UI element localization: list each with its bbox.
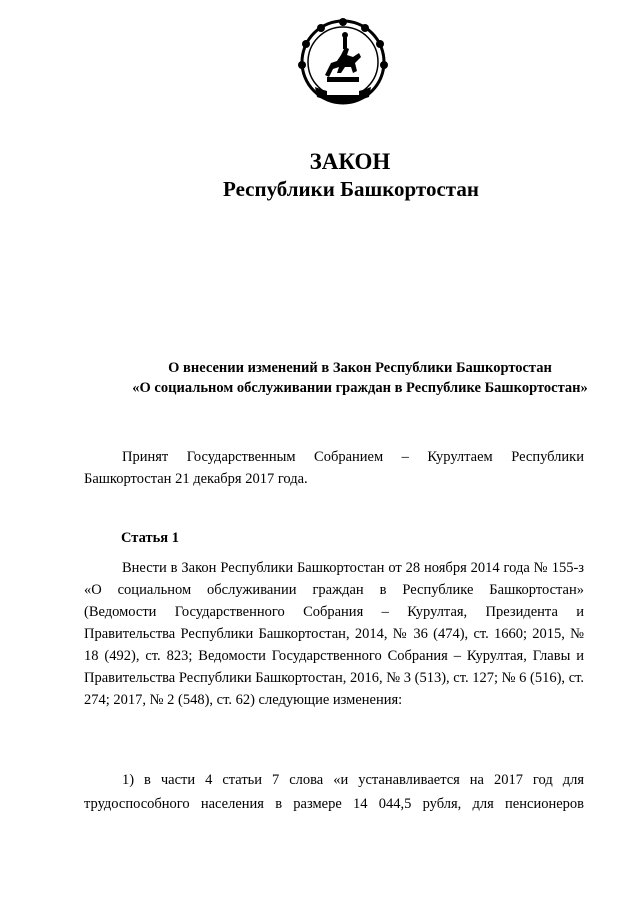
law-subject-line-2: «О социальном обслуживании граждан в Республике Башкортостан» bbox=[132, 380, 588, 396]
law-title: ЗАКОН bbox=[309, 149, 391, 174]
law-subtitle: Республики Башкортостан bbox=[223, 177, 479, 201]
article-1-body bbox=[84, 557, 584, 711]
adoption-text: Принят Государственным Собранием – Курултаем Республики Башкортостан 21 декабря 2017 года. bbox=[84, 449, 584, 487]
article-1-item-1-text: 1) в части 4 статьи 7 слова «и устанавливается на 2017 год для трудоспособного населения в размере 14 044,5 рубля, для пенсионеров bbox=[84, 772, 584, 812]
article-1-item-1 bbox=[84, 768, 584, 816]
law-subject bbox=[80, 358, 640, 398]
article-1-heading: Статья 1 bbox=[121, 530, 179, 546]
article-1-text: Внести в Закон Республики Башкортостан от 28 ноября 2014 года № 155-з «О социальном обслуживании граждан в Республике Башкортостан» (Ведомости Государственного Собрания – Курултая, Президента и Правительства Республики Башкортостан, 2014, № 36 (474), ст. 1660; 2015, № 18 (492), ст. 823; Ведомости Государственного Собрания – Курултая, Главы и Правительства Республики Башкортостан, 2016, № 3 (513), ст. 127; № 6 (516), ст. 274; 2017, № 2 (548), ст. 62) следующие изменения: bbox=[84, 560, 584, 708]
law-subject-line-1: О внесении изменений в Закон Республики Башкортостан bbox=[168, 360, 552, 376]
law-title-block bbox=[0, 148, 640, 202]
bashkortostan-coat-of-arms-icon bbox=[297, 17, 389, 111]
adoption-paragraph bbox=[84, 446, 584, 490]
